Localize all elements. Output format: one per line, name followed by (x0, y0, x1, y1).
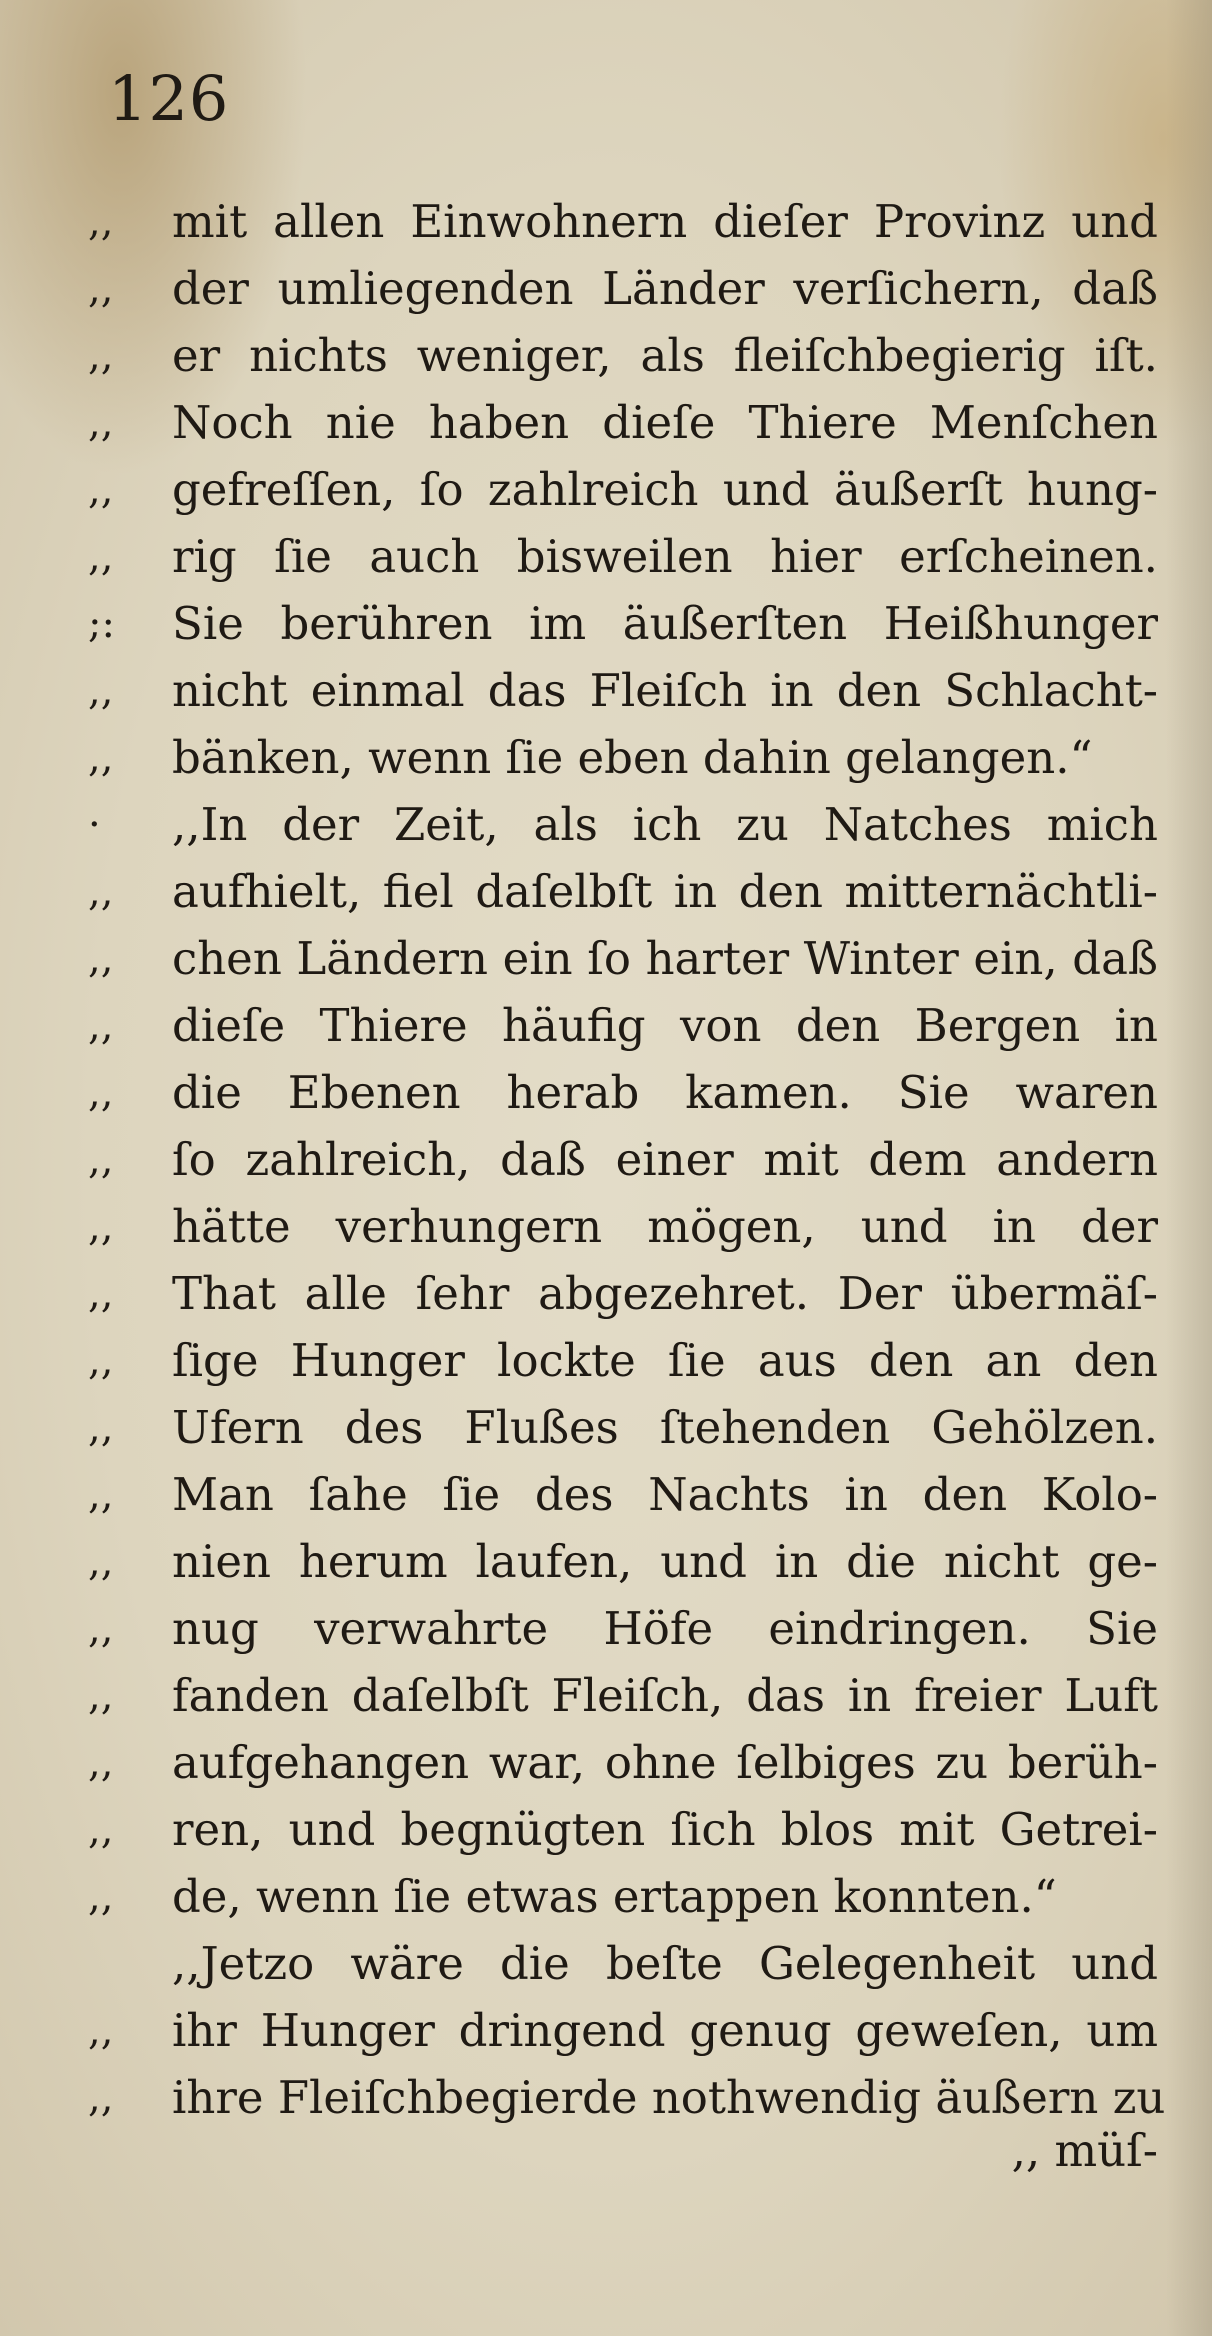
text-line (88, 1595, 1158, 1662)
line-text: ihr Hunger dringend genug geweſen, um (172, 2004, 1158, 2057)
text-line (88, 1729, 1158, 1796)
quote-mark: ,, (88, 1203, 114, 1250)
quote-mark: ,, (88, 1605, 114, 1652)
line-text: hätte verhungern mögen, und in der (172, 1200, 1158, 1253)
text-line (88, 657, 1158, 724)
text-line (88, 992, 1158, 1059)
quote-mark: ,, (88, 1806, 114, 1853)
line-text: aufhielt, fiel daſelbſt in den mitternächtli- (172, 865, 1158, 918)
quote-mark: ,, (88, 1337, 114, 1384)
page-number: 126 (108, 62, 230, 135)
quote-mark: ,, (88, 265, 114, 312)
line-text: nug verwahrte Höfe eindringen. Sie (172, 1602, 1158, 1655)
line-text: Ufern des Flußes ſtehenden Gehölzen. (172, 1401, 1158, 1454)
quote-mark: ,, (88, 1136, 114, 1183)
quote-mark: ,, (88, 1002, 114, 1049)
quote-mark: ,, (88, 1538, 114, 1585)
line-text: Sie berühren im äußerſten Heißhunger (172, 597, 1158, 650)
quote-mark: ,, (88, 2074, 114, 2121)
text-line (88, 1126, 1158, 1193)
line-text: rig ſie auch bisweilen hier erſcheinen. (172, 530, 1158, 583)
quote-mark: ,, (88, 533, 114, 580)
text-line (88, 523, 1158, 590)
text-line (88, 1327, 1158, 1394)
text-line (88, 1930, 1158, 1997)
line-text: chen Ländern ein ſo harter Winter ein, daß (172, 932, 1158, 985)
line-text: Man ſahe ſie des Nachts in den Kolo- (172, 1468, 1158, 1521)
quote-mark: ,, (88, 1270, 114, 1317)
quote-mark: ;: (88, 600, 115, 647)
quote-mark: ,, (88, 1471, 114, 1518)
quote-mark: ,, (88, 734, 114, 781)
quote-mark: ,, (88, 1873, 114, 1920)
line-text: ſige Hunger lockte ſie aus den an den (172, 1334, 1158, 1387)
line-text: gefreſſen, ſo zahlreich und äußerſt hung- (172, 463, 1158, 516)
text-line (88, 188, 1158, 255)
text-line (88, 255, 1158, 322)
quote-mark: ,, (88, 466, 114, 513)
line-text: bänken, wenn ſie eben dahin gelangen.“ (172, 731, 1093, 784)
text-line (88, 1394, 1158, 1461)
line-text: mit allen Einwohnern dieſer Provinz und (172, 195, 1158, 248)
text-line (88, 590, 1158, 657)
line-text: ſo zahlreich, daß einer mit dem andern (172, 1133, 1158, 1186)
line-text: de, wenn ſie etwas ertappen konnten.“ (172, 1870, 1057, 1923)
text-line (88, 724, 1158, 791)
text-line (88, 1059, 1158, 1126)
line-text: ren, und begnügten ſich blos mit Getrei- (172, 1803, 1158, 1856)
line-text: ,,Jetzo wäre die beſte Gelegenheit und (172, 1937, 1158, 1990)
quote-mark: ,, (88, 1404, 114, 1451)
quote-mark: ,, (88, 1739, 114, 1786)
text-line (88, 1997, 1158, 2064)
line-text: That alle ſehr abgezehret. Der übermäſ- (172, 1267, 1158, 1320)
line-text: dieſe Thiere häufig von den Bergen in (172, 999, 1158, 1052)
line-text: Noch nie haben dieſe Thiere Menſchen (172, 396, 1158, 449)
text-line (88, 1528, 1158, 1595)
body-text (88, 188, 1166, 2131)
quote-mark: ,, (88, 332, 114, 379)
text-line (88, 1662, 1158, 1729)
quote-mark: ,, (88, 2007, 114, 2054)
line-text: die Ebenen herab kamen. Sie waren (172, 1066, 1158, 1119)
text-line (88, 1461, 1158, 1528)
line-text: fanden daſelbſt Fleiſch, das in freier Luft (172, 1669, 1158, 1722)
text-line (88, 925, 1158, 992)
line-text: ,,In der Zeit, als ich zu Natches mich (172, 798, 1158, 851)
quote-mark: ,, (88, 1069, 114, 1116)
text-line (88, 456, 1158, 523)
text-line (88, 1260, 1158, 1327)
quote-mark: ,, (88, 935, 114, 982)
quote-mark: ,, (88, 399, 114, 446)
line-text: der umliegenden Länder verſichern, daß (172, 262, 1158, 315)
text-line (88, 1863, 1158, 1930)
quote-mark: ,, (88, 198, 114, 245)
text-line (88, 2064, 1166, 2131)
quote-mark: ,, (88, 667, 114, 714)
line-text: nicht einmal das Fleiſch in den Schlacht- (172, 664, 1158, 717)
text-line (88, 389, 1158, 456)
quote-mark: ,, (88, 868, 114, 915)
text-line (88, 1193, 1158, 1260)
quote-mark: · (88, 801, 101, 848)
line-text: ihre Fleiſchbegierde nothwendig äußern zu (172, 2071, 1166, 2124)
quote-mark: ,, (88, 1672, 114, 1719)
text-line (88, 791, 1158, 858)
line-text: er nichts weniger, als fleiſchbegierig iſt. (172, 329, 1158, 382)
line-text: nien herum laufen, und in die nicht ge- (172, 1535, 1158, 1588)
text-line (88, 1796, 1158, 1863)
page-edge-shadow (1166, 0, 1212, 2336)
text-line (88, 322, 1158, 389)
text-line (88, 858, 1158, 925)
line-text: aufgehangen war, ohne ſelbiges zu berüh- (172, 1736, 1158, 1789)
catchword: ,, müſ- (1011, 2124, 1158, 2177)
